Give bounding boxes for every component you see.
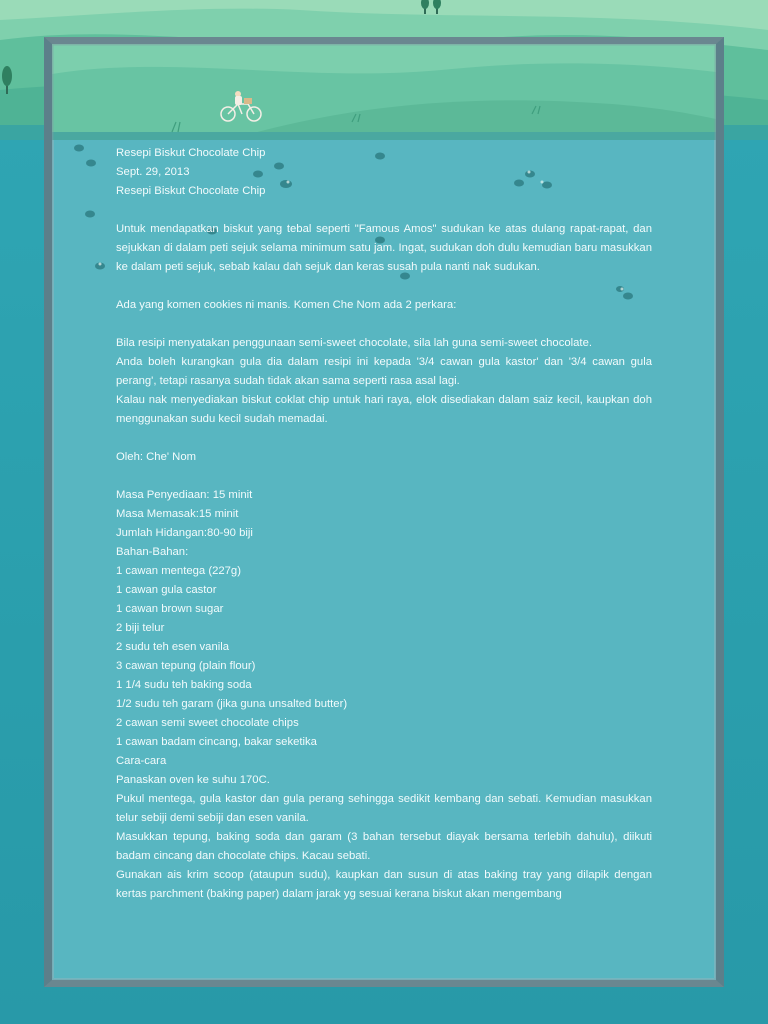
servings: Jumlah Hidangan:80-90 biji — [116, 527, 253, 539]
ingredient-item: 2 sudu teh esen vanila — [116, 641, 230, 653]
method-step: Masukkan tepung, baking soda dan garam (3 bahan tersebut diayak bersama terlebih dahulu), diikuti badam cincang dan chocolate chips. Kacau sebati. — [116, 831, 652, 862]
prep-time: Masa Penyediaan: 15 minit — [116, 489, 253, 501]
document-date: Sept. 29, 2013 — [116, 166, 190, 178]
ingredients-heading: Bahan-Bahan: — [116, 546, 189, 558]
ingredient-item: 1 cawan gula castor — [116, 584, 217, 596]
paragraph-note-2: Anda boleh kurangkan gula dia dalam resipi ini kepada '3/4 cawan gula kastor' dan '3/4 cawan gula perang', tetapi rasanya sudah tidak akan sama seperti rasa asal lagi. — [116, 356, 652, 387]
ingredient-item: 1 1/4 sudu teh baking soda — [116, 679, 252, 691]
ingredient-item: 3 cawan tepung (plain flour) — [116, 660, 256, 672]
ingredient-item: 1 cawan mentega (227g) — [116, 565, 241, 577]
paragraph-note-3: Kalau nak menyediakan biskut coklat chip untuk hari raya, elok disediakan dalam saiz kecil, kaupkan doh menggunakan sudu kecil sudah memadai. — [116, 394, 652, 425]
author-line: Oleh: Che' Nom — [116, 451, 197, 463]
paragraph-note-1: Bila resipi menyatakan penggunaan semi-sweet chocolate, sila lah guna semi-sweet chocolate. — [116, 337, 592, 349]
paragraph-intro: Untuk mendapatkan biskut yang tebal seperti "Famous Amos" sudukan ke atas dulang rapat-rapat, dan sejukkan di dalam peti sejuk selama minimum satu jam. Ingat, sudukan doh dulu kemudian baru masukkan ke dalam peti sejuk, sebab kalau dah sejuk dan keras susah pula nanti nak sudukan. — [116, 223, 652, 273]
cook-time: Masa Memasak:15 minit — [116, 508, 239, 520]
paragraph-comment: Ada yang komen cookies ni manis. Komen Che Nom ada 2 perkara: — [116, 299, 457, 311]
method-heading: Cara-cara — [116, 755, 167, 767]
method-step: Pukul mentega, gula kastor dan gula perang sehingga sedikit kembang dan sebati. Kemudian masukkan telur sebiji demi sebiji dan esen vanila. — [116, 793, 652, 824]
method-step: Panaskan oven ke suhu 170C. — [116, 774, 270, 786]
document-subtitle: Resepi Biskut Chocolate Chip — [116, 185, 266, 197]
ingredient-item: 1/2 sudu teh garam (jika guna unsalted butter) — [116, 698, 348, 710]
ingredient-item: 2 cawan semi sweet chocolate chips — [116, 717, 299, 729]
ingredient-item: 1 cawan brown sugar — [116, 603, 224, 615]
document-body — [116, 144, 652, 904]
ingredient-item: 1 cawan badam cincang, bakar seketika — [116, 736, 317, 748]
document-title: Resepi Biskut Chocolate Chip — [116, 147, 266, 159]
ingredient-item: 2 biji telur — [116, 622, 165, 634]
method-step: Gunakan ais krim scoop (ataupun sudu), kaupkan dan susun di atas baking tray yang dilapik dengan kertas parchment (baking paper) dalam jarak yg sesuai kerana biskut akan mengembang — [116, 869, 652, 900]
